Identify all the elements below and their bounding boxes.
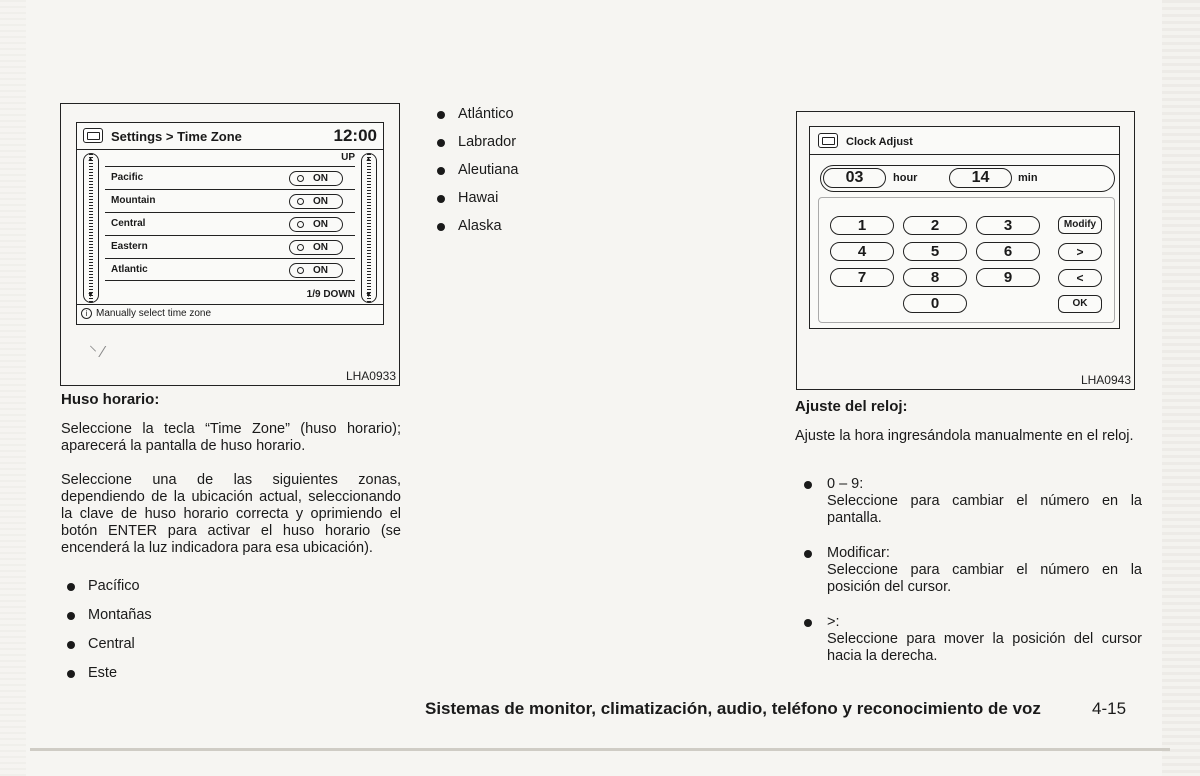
scroll-up-arrow-icon: ▲ <box>365 156 372 163</box>
timezone-row-label: Pacific <box>111 172 144 183</box>
hour-value[interactable]: 03 <box>823 168 886 188</box>
list-item-label: Pacífico <box>88 578 140 594</box>
minute-unit: min <box>1018 172 1038 184</box>
scrollbar-right[interactable] <box>361 153 377 303</box>
page-edge-right <box>1162 0 1200 776</box>
list-item <box>436 134 518 151</box>
bullet-icon <box>437 111 445 119</box>
list-item <box>66 578 152 595</box>
list-item-label: Alaska <box>458 218 502 234</box>
scroll-down-label[interactable]: 1/9 DOWN <box>306 289 355 300</box>
timezone-header <box>77 123 383 150</box>
clock-item-right <box>804 614 1144 670</box>
pencil-mark: ⸌ ⁄ <box>89 344 105 361</box>
timezone-toggle[interactable] <box>289 263 343 278</box>
clock-item-desc: Seleccione para cambiar el número en la pantalla. <box>827 493 1142 526</box>
key-0[interactable]: 0 <box>903 294 967 313</box>
key-6[interactable]: 6 <box>976 242 1040 261</box>
time-display <box>820 165 1115 192</box>
clock-adjust-title: Clock Adjust <box>846 136 913 148</box>
toggle-state: ON <box>313 196 328 207</box>
footer-section-title: Sistemas de monitor, climatización, audio, teléfono y reconocimiento de voz <box>425 699 1041 718</box>
bullet-icon <box>67 612 75 620</box>
timezone-para-2: Seleccione una de las siguientes zonas, dependiendo de la ubicación actual, seleccionando la clave de huso horario correcta y oprimiendo el botón ENTER para activar el huso horario (se encenderá la luz indicadora para esa ubicación). <box>61 472 401 556</box>
bullet-icon <box>437 195 445 203</box>
bullet-icon <box>67 583 75 591</box>
key-7[interactable]: 7 <box>830 268 894 287</box>
figure-code: LHA0943 <box>1080 373 1131 387</box>
scroll-down-arrow-icon: ▼ <box>87 292 94 299</box>
scroll-down-arrow-icon: ▼ <box>365 292 372 299</box>
clock-item-modify <box>804 545 1144 601</box>
toggle-state: ON <box>313 173 328 184</box>
scrollbar-left[interactable] <box>83 153 99 303</box>
key-2[interactable]: 2 <box>903 216 967 235</box>
ok-button[interactable]: OK <box>1058 295 1102 313</box>
clock-item-label: Modificar: <box>827 545 890 561</box>
list-item <box>66 665 152 682</box>
list-item-label: Hawai <box>458 190 499 206</box>
timezone-toggle[interactable] <box>289 171 343 186</box>
key-4[interactable]: 4 <box>830 242 894 261</box>
list-item <box>436 162 518 179</box>
timezone-row-label: Central <box>111 218 146 229</box>
clock-adjust-header <box>810 127 1119 155</box>
clock-item-digits <box>804 476 1144 532</box>
timezone-row-mountain[interactable] <box>105 189 355 212</box>
indicator-light-icon <box>297 221 304 228</box>
cursor-right-button[interactable]: > <box>1058 243 1102 261</box>
timezone-toggle[interactable] <box>289 240 343 255</box>
settings-screen-icon <box>83 128 103 143</box>
hour-unit: hour <box>893 172 918 184</box>
bullet-icon <box>804 619 812 627</box>
clock-intro: Ajuste la hora ingresándola manualmente en el reloj. <box>795 428 1134 444</box>
key-1[interactable]: 1 <box>830 216 894 235</box>
clock-adjust-screen <box>809 126 1120 329</box>
timezone-toggle[interactable] <box>289 194 343 209</box>
page-number: 4-15 <box>1092 699 1127 718</box>
modify-button[interactable]: Modify <box>1058 216 1102 234</box>
list-item <box>66 607 152 624</box>
cursor-left-button[interactable]: < <box>1058 269 1102 287</box>
toggle-state: ON <box>313 242 328 253</box>
list-item-label: Este <box>88 665 118 681</box>
timezone-figure <box>60 103 400 386</box>
key-5[interactable]: 5 <box>903 242 967 261</box>
timezone-para-1: Seleccione la tecla “Time Zone” (huso horario); aparecerá la pantalla de huso horario. <box>61 421 401 454</box>
indicator-light-icon <box>297 244 304 251</box>
clock-item-label: 0 – 9: <box>827 476 864 492</box>
timezone-row-central[interactable] <box>105 212 355 235</box>
key-8[interactable]: 8 <box>903 268 967 287</box>
toggle-state: ON <box>313 219 328 230</box>
bullet-icon <box>804 481 812 489</box>
bullet-icon <box>804 550 812 558</box>
scroll-up-arrow-icon: ▲ <box>87 156 94 163</box>
bullet-icon <box>437 139 445 147</box>
timezone-toggle[interactable] <box>289 217 343 232</box>
key-3[interactable]: 3 <box>976 216 1040 235</box>
key-9[interactable]: 9 <box>976 268 1040 287</box>
list-item <box>436 106 518 123</box>
timezone-footer <box>77 304 383 324</box>
timezone-row-label: Mountain <box>111 195 156 206</box>
timezone-row-label: Eastern <box>111 241 148 252</box>
timezone-row-pacific[interactable] <box>105 166 355 189</box>
page-bottom-edge <box>30 748 1170 751</box>
clock-item-desc: Seleccione para mover la posición del cursor hacia la derecha. <box>827 631 1142 664</box>
timezone-heading: Huso horario: <box>61 391 160 408</box>
timezone-footer-text: Manually select time zone <box>96 308 212 319</box>
toggle-state: ON <box>313 265 328 276</box>
clock-item-label: >: <box>827 614 840 630</box>
indicator-light-icon <box>297 175 304 182</box>
bullet-icon <box>437 223 445 231</box>
settings-screen-icon <box>818 133 838 148</box>
info-icon: i <box>81 308 92 319</box>
figure-code: LHA0933 <box>345 369 396 383</box>
list-item-label: Central <box>88 636 135 652</box>
timezone-screen-title: Settings > Time Zone <box>111 129 242 144</box>
minute-value[interactable]: 14 <box>949 168 1012 188</box>
timezone-list-middle <box>436 106 518 246</box>
timezone-row-eastern[interactable] <box>105 235 355 258</box>
clock-item-desc: Seleccione para cambiar el número en la posición del cursor. <box>827 562 1142 595</box>
timezone-row-atlantic[interactable] <box>105 258 355 281</box>
list-item-label: Aleutiana <box>458 162 519 178</box>
scroll-up-label[interactable]: UP <box>341 152 355 163</box>
list-item <box>436 218 518 235</box>
indicator-light-icon <box>297 198 304 205</box>
timezone-screen <box>76 122 384 325</box>
clock-heading: Ajuste del reloj: <box>795 398 908 415</box>
clock-adjust-figure <box>796 111 1135 390</box>
bullet-icon <box>67 641 75 649</box>
list-item <box>436 190 518 207</box>
timezone-list-left <box>66 578 152 694</box>
bullet-icon <box>437 167 445 175</box>
page-edge-left <box>0 0 26 776</box>
indicator-light-icon <box>297 267 304 274</box>
bullet-icon <box>67 670 75 678</box>
list-item-label: Labrador <box>458 134 517 150</box>
clock-display: 12:00 <box>333 126 377 145</box>
list-item-label: Atlántico <box>458 106 514 122</box>
list-item <box>66 636 152 653</box>
list-item-label: Montañas <box>88 607 152 623</box>
timezone-row-label: Atlantic <box>111 264 148 275</box>
